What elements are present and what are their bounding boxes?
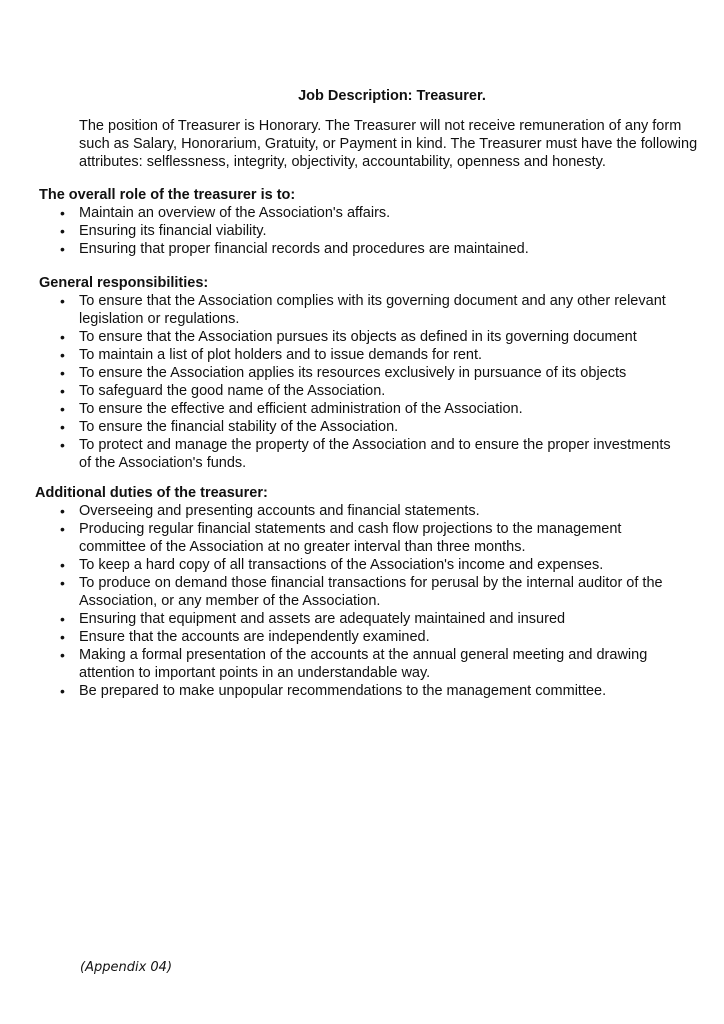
list-item: • Be prepared to make unpopular recommendations to the management committee. (60, 683, 607, 699)
appendix-label: (Appendix 04) (80, 960, 173, 975)
bullet-icon: • (60, 347, 65, 363)
list-item: • To ensure that the Association pursues its objects as defined in its governing document (60, 329, 637, 345)
list-item: • To produce on demand those financial transactions for perusal by the internal auditor of the Association, or any member of the Association. (60, 575, 663, 609)
bullet-icon: • (60, 365, 65, 381)
section-heading: Additional duties of the treasurer: (35, 485, 268, 501)
bullet-icon: • (60, 503, 65, 519)
list-item: • To safeguard the good name of the Association. (60, 383, 386, 399)
list-item: • Ensuring that proper financial records and procedures are maintained. (60, 241, 529, 257)
bullet-icon: • (60, 329, 65, 345)
bullet-list (0, 204, 724, 258)
bullet-icon: • (60, 383, 65, 399)
bullet-icon: • (60, 575, 65, 591)
page-title: Job Description: Treasurer. (298, 88, 486, 104)
list-item: • To ensure that the Association complies with its governing document and any other relevant legislation or regulations. (60, 293, 666, 327)
bullet-icon: • (60, 401, 65, 417)
bullet-list (0, 292, 724, 472)
bullet-icon: • (60, 419, 65, 435)
list-item: • Making a formal presentation of the accounts at the annual general meeting and drawing attention to important points in an understandable way. (60, 647, 648, 681)
section-general-responsibilities (0, 274, 724, 472)
section-overall-role (0, 186, 724, 258)
list-item: • To protect and manage the property of the Association and to ensure the proper investments of the Association's funds. (60, 437, 671, 471)
bullet-list (0, 502, 724, 700)
list-item: • To keep a hard copy of all transactions of the Association's income and expenses. (60, 557, 604, 573)
bullet-icon: • (60, 241, 65, 257)
list-item: • Overseeing and presenting accounts and financial statements. (60, 503, 480, 519)
section-heading: The overall role of the treasurer is to: (39, 187, 296, 203)
bullet-icon: • (60, 647, 65, 663)
bullet-icon: • (60, 611, 65, 627)
bullet-icon: • (60, 223, 65, 239)
bullet-icon: • (60, 437, 65, 453)
bullet-icon: • (60, 521, 65, 537)
list-item: • Ensuring its financial viability. (60, 223, 267, 239)
section-heading: General responsibilities: (39, 275, 209, 291)
list-item: • Maintain an overview of the Association's affairs. (60, 205, 391, 221)
list-item: • To ensure the financial stability of the Association. (60, 419, 399, 435)
list-item: • Ensuring that equipment and assets are adequately maintained and insured (60, 611, 566, 627)
list-item: • Producing regular financial statements and cash flow projections to the management committee of the Association at no greater interval than three months. (60, 521, 622, 555)
list-item: • To ensure the effective and efficient administration of the Association. (60, 401, 523, 417)
bullet-icon: • (60, 683, 65, 699)
section-additional-duties (0, 484, 724, 700)
list-item: • Ensure that the accounts are independently examined. (60, 629, 430, 645)
bullet-icon: • (60, 629, 65, 645)
bullet-icon: • (60, 293, 65, 309)
bullet-icon: • (60, 557, 65, 573)
list-item: • To maintain a list of plot holders and to issue demands for rent. (60, 347, 482, 363)
intro-paragraph: The position of Treasurer is Honorary. The Treasurer will not receive remuneration of any form such as Salary, Honorarium, Gratuity, or Payment in kind. The Treasurer must have the following attributes: selflessness, integrity, objectivity, accountability, openness and honesty. (79, 118, 698, 170)
bullet-icon: • (60, 205, 65, 221)
list-item: • To ensure the Association applies its resources exclusively in pursuance of its objects (60, 365, 627, 381)
